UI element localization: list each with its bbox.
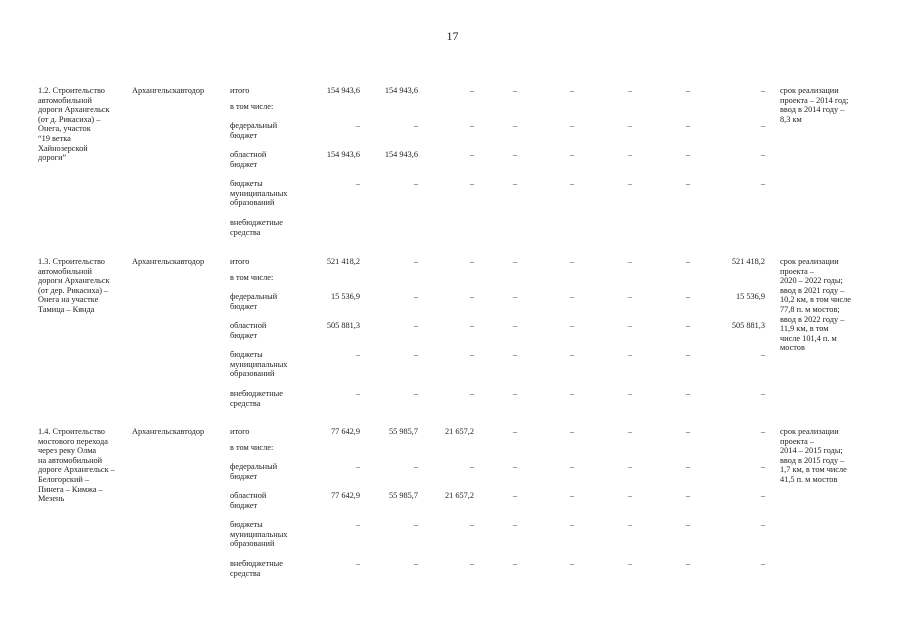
funding-value: – bbox=[760, 179, 765, 188]
funding-value: – bbox=[512, 257, 517, 266]
funding-value: – bbox=[512, 86, 517, 95]
funding-value: – bbox=[355, 350, 360, 359]
funding-value: – bbox=[469, 121, 474, 130]
funding-value: – bbox=[627, 491, 632, 500]
funding-value: – bbox=[569, 462, 574, 471]
item-name: 1.3. Строительство автомобильной дороги Архангельск (от дер. Рикасиха) – Онега на участке Тамица – Кянда bbox=[38, 257, 110, 315]
funding-value: 15 536,9 bbox=[330, 292, 360, 301]
funding-value: – bbox=[355, 462, 360, 471]
funding-value: – bbox=[355, 520, 360, 529]
funding-value: – bbox=[413, 559, 418, 568]
funding-source: в том числе: bbox=[230, 102, 274, 111]
funding-source: внебюджетные средства bbox=[230, 389, 283, 408]
funding-value: 154 943,6 bbox=[384, 150, 418, 159]
funding-value: – bbox=[512, 292, 517, 301]
funding-value: – bbox=[627, 257, 632, 266]
funding-value: – bbox=[569, 389, 574, 398]
funding-value: – bbox=[469, 150, 474, 159]
funding-value: – bbox=[512, 321, 517, 330]
funding-value: – bbox=[627, 121, 632, 130]
funding-value: – bbox=[512, 150, 517, 159]
funding-value: – bbox=[469, 86, 474, 95]
funding-source: внебюджетные средства bbox=[230, 559, 283, 578]
funding-value: – bbox=[685, 389, 690, 398]
funding-value: – bbox=[413, 389, 418, 398]
funding-value: – bbox=[627, 427, 632, 436]
funding-value: – bbox=[469, 350, 474, 359]
funding-source: итого bbox=[230, 257, 250, 266]
funding-value: – bbox=[413, 350, 418, 359]
funding-value: – bbox=[355, 559, 360, 568]
funding-value: 55 985,7 bbox=[388, 427, 418, 436]
funding-value: 505 881,3 bbox=[731, 321, 765, 330]
funding-value: – bbox=[685, 86, 690, 95]
funding-value: – bbox=[685, 491, 690, 500]
funding-value: – bbox=[469, 292, 474, 301]
funding-value: – bbox=[627, 321, 632, 330]
funding-value: – bbox=[413, 179, 418, 188]
funding-value: – bbox=[355, 389, 360, 398]
funding-value: – bbox=[685, 427, 690, 436]
funding-value: – bbox=[569, 292, 574, 301]
funding-value: – bbox=[627, 389, 632, 398]
funding-value: 154 943,6 bbox=[326, 150, 360, 159]
funding-source: областной бюджет bbox=[230, 491, 267, 510]
funding-value: – bbox=[760, 520, 765, 529]
funding-value: – bbox=[685, 559, 690, 568]
funding-value: – bbox=[469, 179, 474, 188]
funding-value: – bbox=[512, 121, 517, 130]
funding-value: – bbox=[413, 321, 418, 330]
funding-value: – bbox=[760, 150, 765, 159]
funding-value: – bbox=[469, 559, 474, 568]
funding-value: – bbox=[469, 520, 474, 529]
funding-value: 154 943,6 bbox=[326, 86, 360, 95]
funding-value: – bbox=[685, 321, 690, 330]
page-number: 17 bbox=[446, 29, 459, 43]
funding-value: – bbox=[512, 389, 517, 398]
funding-value: – bbox=[469, 321, 474, 330]
funding-value: – bbox=[413, 121, 418, 130]
funding-source: итого bbox=[230, 86, 250, 95]
funding-value: – bbox=[469, 257, 474, 266]
funding-value: – bbox=[685, 520, 690, 529]
funding-value: – bbox=[685, 462, 690, 471]
funding-value: – bbox=[685, 121, 690, 130]
funding-value: 77 642,9 bbox=[330, 491, 360, 500]
funding-value: – bbox=[569, 179, 574, 188]
funding-source: итого bbox=[230, 427, 250, 436]
item-name: 1.2. Строительство автомобильной дороги Архангельск (от д. Рикасиха) – Онега, участок “19 ветка Хайнозерской дороги” bbox=[38, 86, 110, 163]
funding-value: 505 881,3 bbox=[326, 321, 360, 330]
funding-source: федеральный бюджет bbox=[230, 121, 278, 140]
funding-value: – bbox=[569, 350, 574, 359]
funding-value: – bbox=[569, 491, 574, 500]
funding-value: 21 657,2 bbox=[444, 491, 474, 500]
funding-value: – bbox=[760, 462, 765, 471]
funding-value: 15 536,9 bbox=[735, 292, 765, 301]
funding-value: – bbox=[569, 86, 574, 95]
funding-source: федеральный бюджет bbox=[230, 292, 278, 311]
funding-value: 154 943,6 bbox=[384, 86, 418, 95]
funding-value: – bbox=[760, 491, 765, 500]
funding-value: – bbox=[469, 389, 474, 398]
item-note: срок реализации проекта – 2014 год; ввод в 2014 году – 8,3 км bbox=[780, 86, 849, 124]
funding-value: – bbox=[627, 179, 632, 188]
funding-value: – bbox=[413, 520, 418, 529]
funding-source: в том числе: bbox=[230, 273, 274, 282]
funding-value: – bbox=[512, 559, 517, 568]
funding-value: – bbox=[760, 121, 765, 130]
funding-value: – bbox=[627, 520, 632, 529]
funding-source: бюджеты муниципальных образований bbox=[230, 520, 288, 549]
funding-value: – bbox=[569, 321, 574, 330]
funding-value: – bbox=[569, 257, 574, 266]
funding-value: – bbox=[512, 520, 517, 529]
funding-value: – bbox=[760, 427, 765, 436]
funding-value: – bbox=[760, 559, 765, 568]
funding-value: – bbox=[685, 179, 690, 188]
item-note: срок реализации проекта – 2020 – 2022 годы; ввод в 2021 году – 10,2 км, в том числе 77,8 п. м мостов; ввод в 2022 году – 11,9 км, в том числе 101,4 п. м мостов bbox=[780, 257, 851, 353]
funding-source: бюджеты муниципальных образований bbox=[230, 350, 288, 379]
funding-value: – bbox=[569, 121, 574, 130]
funding-value: – bbox=[512, 491, 517, 500]
item-organization: Архангельскавтодор bbox=[132, 257, 205, 266]
funding-source: в том числе: bbox=[230, 443, 274, 452]
funding-value: – bbox=[413, 292, 418, 301]
funding-source: областной бюджет bbox=[230, 150, 267, 169]
funding-value: – bbox=[685, 257, 690, 266]
funding-value: – bbox=[413, 257, 418, 266]
item-organization: Архангельскавтодор bbox=[132, 86, 205, 95]
funding-value: – bbox=[760, 86, 765, 95]
funding-source: федеральный бюджет bbox=[230, 462, 278, 481]
funding-value: – bbox=[685, 150, 690, 159]
funding-value: 521 418,2 bbox=[326, 257, 360, 266]
item-note: срок реализации проекта – 2014 – 2015 годы; ввод в 2015 году – 1,7 км, в том числе 41,5 п. м мостов bbox=[780, 427, 847, 485]
funding-value: – bbox=[355, 179, 360, 188]
funding-value: 21 657,2 bbox=[444, 427, 474, 436]
funding-value: 55 985,7 bbox=[388, 491, 418, 500]
funding-value: – bbox=[512, 179, 517, 188]
funding-value: – bbox=[569, 520, 574, 529]
funding-value: 77 642,9 bbox=[330, 427, 360, 436]
funding-value: – bbox=[569, 150, 574, 159]
funding-value: – bbox=[685, 292, 690, 301]
funding-value: – bbox=[627, 86, 632, 95]
funding-value: 521 418,2 bbox=[731, 257, 765, 266]
funding-value: – bbox=[685, 350, 690, 359]
funding-value: – bbox=[627, 292, 632, 301]
funding-value: – bbox=[760, 350, 765, 359]
funding-value: – bbox=[512, 462, 517, 471]
funding-value: – bbox=[760, 389, 765, 398]
funding-source: внебюджетные средства bbox=[230, 218, 283, 237]
funding-value: – bbox=[627, 559, 632, 568]
funding-source: бюджеты муниципальных образований bbox=[230, 179, 288, 208]
funding-value: – bbox=[627, 150, 632, 159]
funding-value: – bbox=[355, 121, 360, 130]
funding-value: – bbox=[627, 350, 632, 359]
funding-value: – bbox=[569, 559, 574, 568]
funding-value: – bbox=[569, 427, 574, 436]
funding-value: – bbox=[627, 462, 632, 471]
funding-value: – bbox=[512, 350, 517, 359]
item-name: 1.4. Строительство мостового перехода через реку Олма на автомобильной дороге Архангельск – Белогорский – Пинега – Кимжа – Мезень bbox=[38, 427, 115, 504]
funding-value: – bbox=[413, 462, 418, 471]
item-organization: Архангельскавтодор bbox=[132, 427, 205, 436]
funding-value: – bbox=[512, 427, 517, 436]
funding-value: – bbox=[469, 462, 474, 471]
funding-source: областной бюджет bbox=[230, 321, 267, 340]
